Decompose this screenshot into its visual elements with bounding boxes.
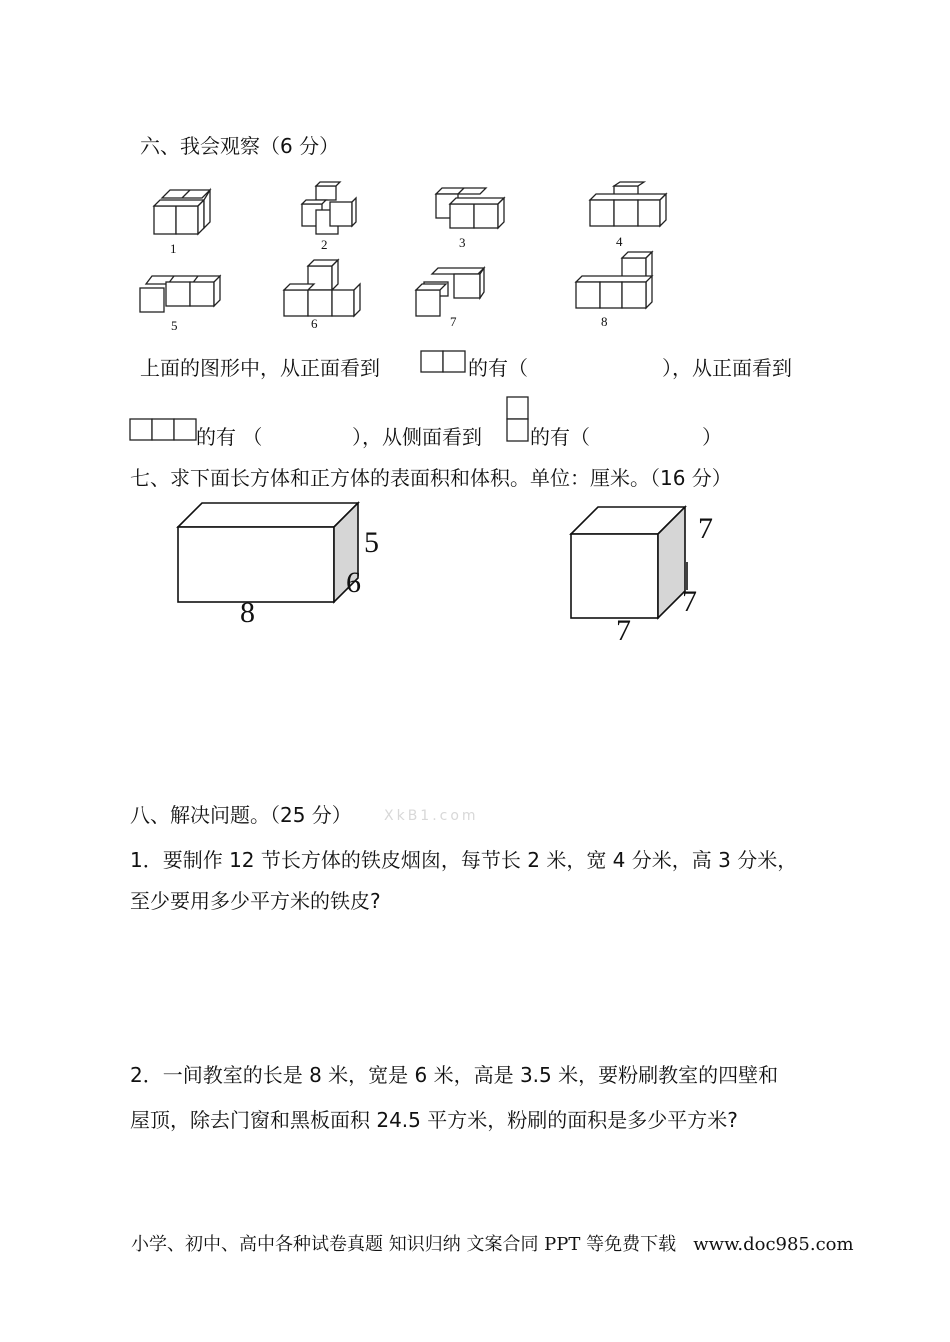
cuboid-length-label: 8: [240, 596, 255, 629]
q1-text-b: 的有（: [468, 356, 528, 380]
figure-label-7: 7: [450, 314, 457, 329]
watermark: XkB1.com: [384, 808, 479, 824]
q2-text-b: ），从侧面看到: [352, 425, 482, 449]
cube-top-label: 7: [698, 512, 713, 545]
figure-label-6: 6: [311, 316, 318, 331]
cuboid-height-label: 5: [364, 526, 379, 559]
cube-side-label: 7: [682, 585, 697, 618]
q2-text-c: 的有（: [530, 425, 590, 449]
cube-bottom-label: 7: [616, 614, 631, 647]
section8-title: 八、解决问题。（25 分）: [130, 803, 352, 827]
figure-label-8: 8: [601, 314, 608, 329]
figure-label-2: 2: [321, 237, 328, 252]
figure-label-4: 4: [616, 234, 623, 249]
figure-label-1: 1: [170, 241, 177, 256]
cube-diagram: [0, 0, 950, 660]
q1-text-c: ），从正面看到: [662, 356, 792, 380]
footer-text: 小学、初中、高中各种试卷真题 知识归纳 文案合同 PPT 等免费下载 www.doc985.com: [131, 1234, 854, 1255]
q2-text-d: ）: [702, 425, 722, 449]
q1-text-a: 上面的图形中，从正面看到: [140, 356, 380, 380]
figure-label-3: 3: [459, 235, 466, 250]
problem1-line1: 1．要制作 12 节长方体的铁皮烟囱，每节长 2 米，宽 4 分米，高 3 分米，: [130, 848, 798, 872]
problem2-line1: 2．一间教室的长是 8 米，宽是 6 米，高是 3.5 米，要粉刷教室的四壁和: [130, 1063, 779, 1087]
cuboid-width-label: 6: [346, 566, 361, 599]
section6-title: 六、我会观察（6 分）: [140, 134, 340, 158]
section7-title: 七、求下面长方体和正方体的表面积和体积。单位：厘米。（16 分）: [130, 466, 732, 490]
figure-label-5: 5: [171, 318, 178, 333]
problem1-line2: 至少要用多少平方米的铁皮?: [130, 889, 381, 913]
problem2-line2: 屋顶，除去门窗和黑板面积 24.5 平方米，粉刷的面积是多少平方米?: [130, 1108, 738, 1132]
q2-text-a: 的有 （: [196, 425, 263, 449]
